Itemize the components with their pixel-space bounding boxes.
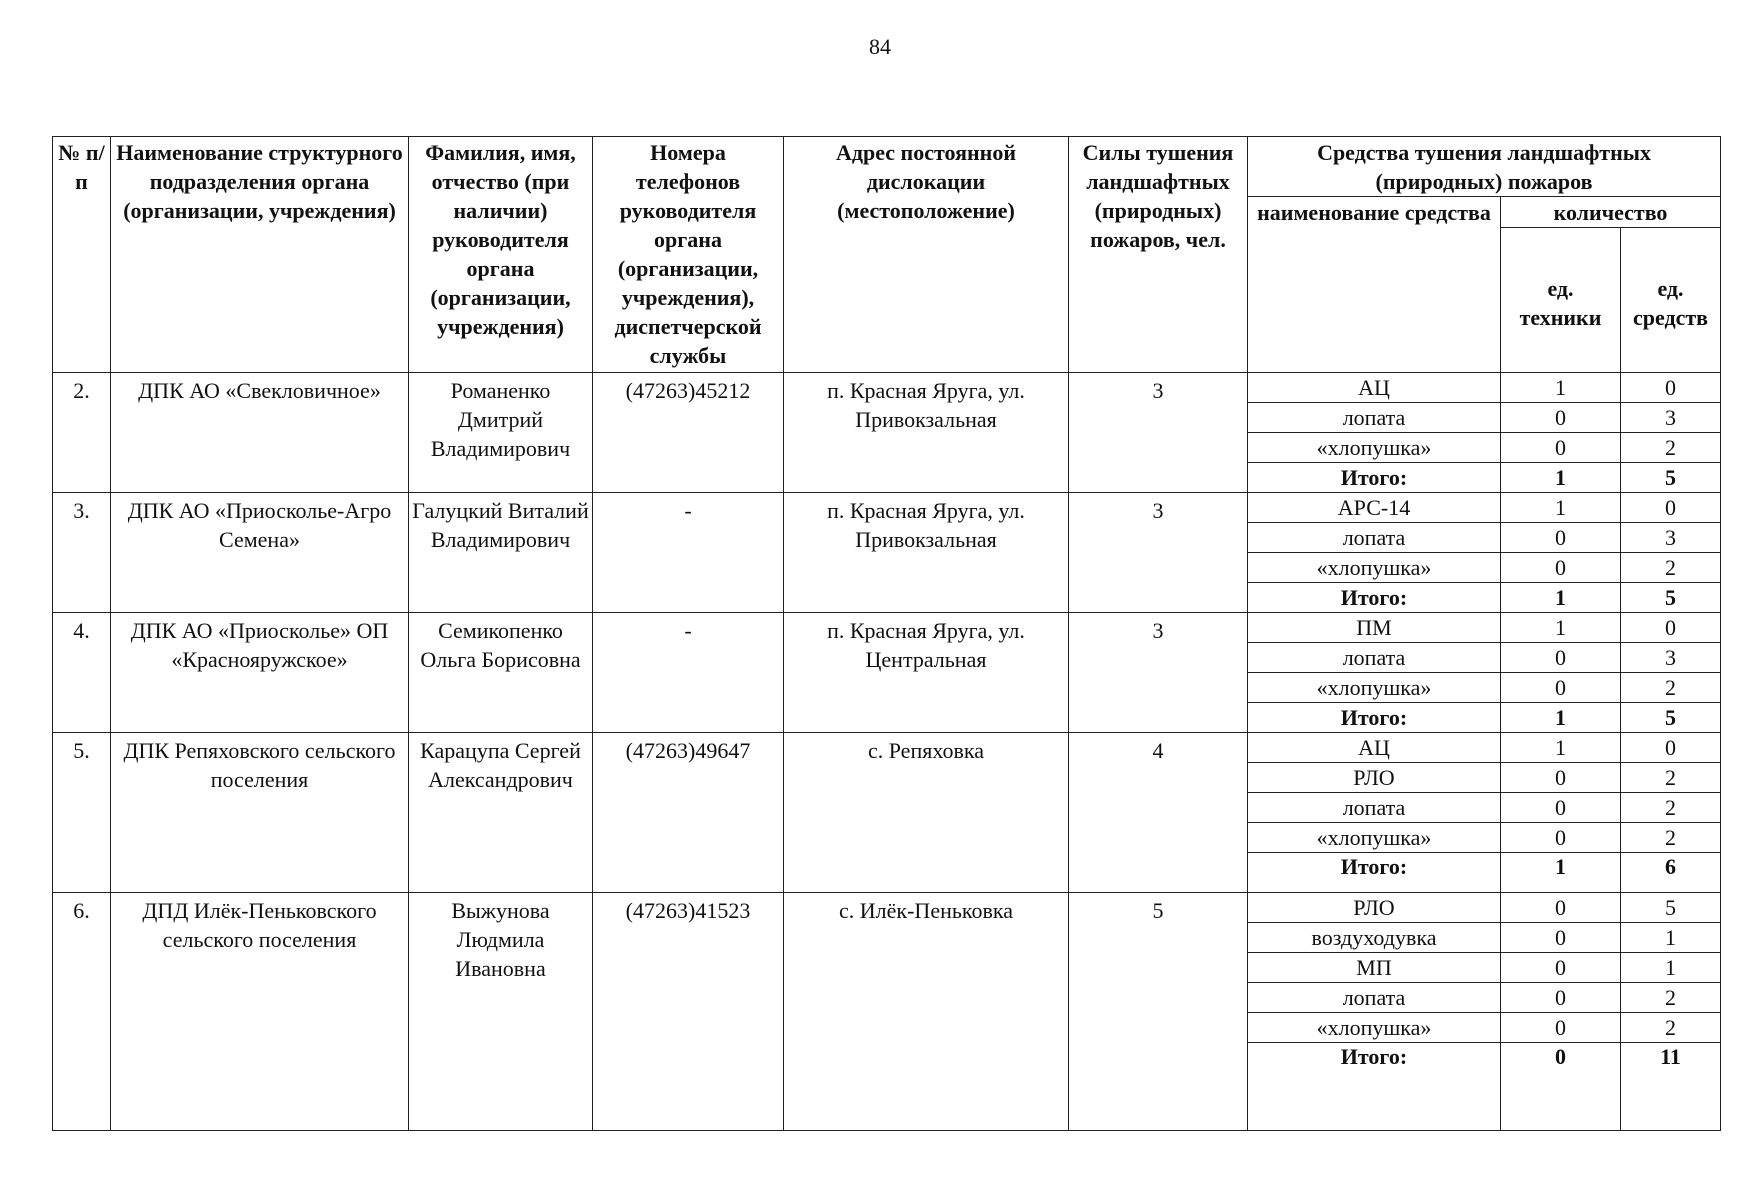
item-units-tech: 0 [1501,763,1621,793]
item-units-means: 2 [1621,433,1721,463]
item-units-tech: 0 [1501,433,1621,463]
item-units-tech: 0 [1501,923,1621,953]
item-name: «хлопушка» [1248,553,1501,583]
item-units-means: 6 [1621,853,1721,893]
item-units-means: 2 [1621,553,1721,583]
header-units-means: ед. средств [1621,228,1721,373]
item-name: лопата [1248,643,1501,673]
header-address: Адрес постоянной дислокации (местоположение) [784,137,1069,373]
item-units-means: 2 [1621,673,1721,703]
header-name: Наименование структурного подразделения органа (организации, учреждения) [111,137,409,373]
item-units-means: 2 [1621,823,1721,853]
table-row [53,493,1721,523]
item-units-tech: 1 [1501,463,1621,493]
table-row [53,373,1721,403]
row-phone: - [593,493,784,613]
item-units-means: 0 [1621,613,1721,643]
header-head: Фамилия, имя, отчество (при наличии) руководителя органа (организации, учреждения) [409,137,593,373]
row-head: Выжунова Людмила Ивановна [409,893,593,1131]
item-units-means: 2 [1621,763,1721,793]
item-name: ПМ [1248,613,1501,643]
header-quantity: количество [1501,197,1721,228]
item-units-tech: 0 [1501,793,1621,823]
header-num: № п/п [53,137,111,373]
item-units-means: 3 [1621,523,1721,553]
row-forces: 3 [1069,493,1248,613]
item-units-tech: 1 [1501,703,1621,733]
item-name: РЛО [1248,893,1501,923]
item-units-means: 1 [1621,923,1721,953]
item-name: Итого: [1248,1043,1501,1131]
item-units-tech: 0 [1501,823,1621,853]
item-units-means: 5 [1621,463,1721,493]
item-units-tech: 0 [1501,523,1621,553]
row-name: ДПК АО «Приосколье-Агро Семена» [111,493,409,613]
item-units-means: 0 [1621,373,1721,403]
item-name: лопата [1248,793,1501,823]
item-units-tech: 1 [1501,853,1621,893]
item-units-tech: 1 [1501,613,1621,643]
item-name: Итого: [1248,583,1501,613]
item-units-means: 5 [1621,583,1721,613]
item-name: «хлопушка» [1248,673,1501,703]
row-num: 3. [53,493,111,613]
table-row [53,893,1721,923]
item-name: лопата [1248,403,1501,433]
row-forces: 3 [1069,373,1248,493]
row-address: с. Репяховка [784,733,1069,893]
page-number: 84 [869,34,891,59]
row-name: ДПД Илёк-Пеньковского сельского поселения [111,893,409,1131]
table-row [53,613,1721,643]
item-name: АРС-14 [1248,493,1501,523]
row-address: п. Красная Яруга, ул. Привокзальная [784,493,1069,613]
row-phone: - [593,613,784,733]
item-name: АЦ [1248,373,1501,403]
row-address: п. Красная Яруга, ул. Центральная [784,613,1069,733]
item-units-tech: 0 [1501,1043,1621,1131]
header-means-name: наименование средства [1248,197,1501,373]
item-name: лопата [1248,983,1501,1013]
item-name: МП [1248,953,1501,983]
row-forces: 3 [1069,613,1248,733]
row-head: Семикопенко Ольга Борисовна [409,613,593,733]
item-name: Итого: [1248,703,1501,733]
row-forces: 4 [1069,733,1248,893]
header-forces: Силы тушения ландшафтных (природных) пожаров, чел. [1069,137,1248,373]
item-name: «хлопушка» [1248,823,1501,853]
row-name: ДПК АО «Приосколье» ОП «Краснояружское» [111,613,409,733]
item-units-tech: 1 [1501,733,1621,763]
item-units-means: 2 [1621,1013,1721,1043]
header-phone: Номера телефонов руководителя органа (организации, учреждения), диспетчерской службы [593,137,784,373]
item-units-means: 3 [1621,403,1721,433]
item-units-means: 2 [1621,793,1721,823]
row-forces: 5 [1069,893,1248,1131]
row-name: ДПК Репяховского сельского поселения [111,733,409,893]
item-units-tech: 1 [1501,493,1621,523]
item-name: АЦ [1248,733,1501,763]
item-units-tech: 0 [1501,1013,1621,1043]
row-address: п. Красная Яруга, ул. Привокзальная [784,373,1069,493]
row-head: Карацупа Сергей Александрович [409,733,593,893]
item-units-tech: 0 [1501,953,1621,983]
row-num: 4. [53,613,111,733]
item-units-tech: 0 [1501,893,1621,923]
item-units-means: 5 [1621,893,1721,923]
item-units-tech: 0 [1501,643,1621,673]
item-units-means: 5 [1621,703,1721,733]
item-name: Итого: [1248,463,1501,493]
row-num: 6. [53,893,111,1131]
item-units-tech: 0 [1501,673,1621,703]
item-units-tech: 1 [1501,583,1621,613]
row-head: Романенко Дмитрий Владимирович [409,373,593,493]
row-phone: (47263)49647 [593,733,784,893]
table-body [53,373,1721,1131]
row-head: Галуцкий Виталий Владимирович [409,493,593,613]
item-units-tech: 0 [1501,553,1621,583]
item-units-means: 0 [1621,733,1721,763]
row-phone: (47263)41523 [593,893,784,1131]
table-row [53,733,1721,763]
row-num: 5. [53,733,111,893]
header-means: Средства тушения ландшафтных (природных) пожаров [1248,137,1721,197]
item-name: Итого: [1248,853,1501,893]
item-units-tech: 1 [1501,373,1621,403]
item-name: воздуходувка [1248,923,1501,953]
item-name: РЛО [1248,763,1501,793]
row-address: с. Илёк-Пеньковка [784,893,1069,1131]
item-name: «хлопушка» [1248,1013,1501,1043]
item-units-tech: 0 [1501,983,1621,1013]
item-units-tech: 0 [1501,403,1621,433]
row-phone: (47263)45212 [593,373,784,493]
item-units-means: 2 [1621,983,1721,1013]
item-units-means: 0 [1621,493,1721,523]
row-name: ДПК АО «Свекловичное» [111,373,409,493]
item-units-means: 11 [1621,1043,1721,1131]
row-num: 2. [53,373,111,493]
item-units-means: 3 [1621,643,1721,673]
item-name: лопата [1248,523,1501,553]
header-units-tech: ед. техники [1501,228,1621,373]
fire-resources-table [52,136,1721,1131]
item-name: «хлопушка» [1248,433,1501,463]
item-units-means: 1 [1621,953,1721,983]
